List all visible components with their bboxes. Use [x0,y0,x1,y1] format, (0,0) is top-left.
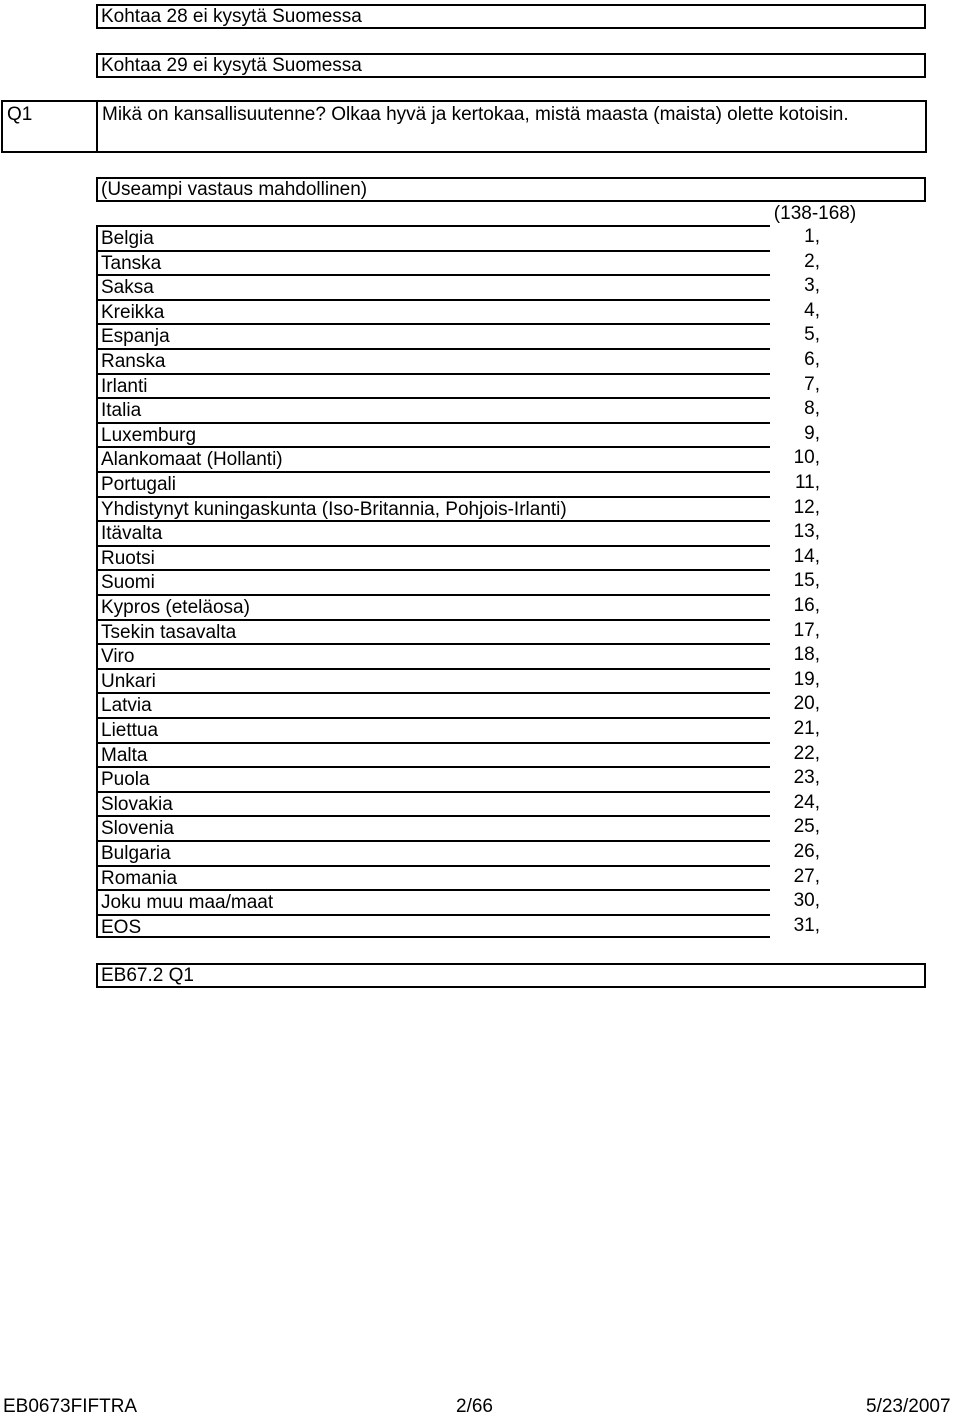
answer-option-label: Luxemburg [98,424,770,449]
answer-option-label: Italia [98,399,770,424]
answer-option-code: 17, [793,619,820,641]
answer-option-code: 13, [793,521,820,543]
answer-option-label: Joku muu maa/maat [98,891,770,916]
answer-option-label: Yhdistynyt kuningaskunta (Iso-Britannia, Pohjois-Irlanti) [98,498,770,523]
answer-option-code: 1, [804,226,820,247]
answer-option-code: 25, [793,816,820,838]
answer-option-label: Bulgaria [98,842,770,867]
answer-option-label: Ranska [98,350,770,375]
answer-option-label: Kreikka [98,301,770,326]
answer-option-label: Romania [98,867,770,892]
footer-document-id: EB0673FIFTRA [3,1396,138,1417]
answer-option-label: Slovakia [98,793,770,818]
column-range-label: (138-168) [773,203,857,224]
answer-option-code: 18, [793,644,820,666]
answer-option-label: Itävalta [98,522,770,547]
answer-option-code: 4, [804,299,820,321]
answer-option-code: 8, [804,398,820,420]
answer-option-code: 10, [793,447,820,469]
answer-option-label: Belgia [98,227,770,252]
answer-option-label: Kypros (eteläosa) [98,596,770,621]
answer-option-label: Ruotsi [98,547,770,572]
answer-option-label: Unkari [98,670,770,695]
answer-option-code: 19, [793,668,820,690]
answer-option-code: 9, [804,422,820,444]
answer-option-label: Malta [98,744,770,769]
question-row [1,100,927,153]
note-item-28: Kohtaa 28 ei kysytä Suomessa [96,4,926,29]
answer-option-code: 16, [793,595,820,616]
answer-option-code: 23, [793,767,820,789]
answer-option-label: Slovenia [98,817,770,842]
answer-option-label: Puola [98,768,770,793]
answer-option-code: 31, [793,914,820,936]
answer-options-list [96,225,770,938]
answer-option-code: 27, [793,865,820,887]
answer-option-code: 24, [793,791,820,813]
answer-option-label: EOS [101,916,142,938]
answer-option-code: 30, [793,890,820,912]
answer-option-code: 2, [804,250,820,272]
question-code: Q1 [7,104,33,125]
answer-option-label: Tanska [98,252,770,277]
answer-option-code: 15, [793,570,820,592]
answer-option-label: Saksa [98,276,770,301]
question-text: Mikä on kansallisuutenne? Olkaa hyvä ja kertokaa, mistä maasta (maista) olette kotoisin. [102,104,849,125]
answer-option-code: 14, [793,545,820,567]
source-reference: EB67.2 Q1 [96,963,926,988]
answer-option-label: Irlanti [98,375,770,400]
answer-option-code: 5, [804,324,820,346]
answer-option-label: Suomi [98,571,770,596]
answer-option-code: 3, [804,275,820,297]
footer-date: 5/23/2007 [866,1396,951,1417]
answer-option-label: Portugali [98,473,770,498]
footer-page-number: 2/66 [456,1396,493,1417]
answer-option-code: 11, [794,472,820,493]
answer-option-label: Espanja [98,325,770,350]
answer-option-label: Viro [98,645,770,670]
answer-option-code: 22, [793,742,820,764]
answer-option-label: Tsekin tasavalta [98,621,770,646]
question-divider [96,102,98,151]
answer-option-code: 20, [793,693,820,715]
instruction-note: (Useampi vastaus mahdollinen) [96,177,926,202]
answer-option-label: Liettua [98,719,770,744]
answer-option-code: 26, [793,841,820,862]
note-item-29: Kohtaa 29 ei kysytä Suomessa [96,53,926,78]
answer-option-label: Latvia [98,694,770,719]
answer-option-code: 21, [793,718,820,739]
answer-option-label: Alankomaat (Hollanti) [98,448,770,473]
answer-option-code: 6, [804,349,820,370]
answer-option-code: 12, [793,496,820,518]
answer-codes-column [770,225,820,938]
answer-option-code: 7, [804,373,820,395]
